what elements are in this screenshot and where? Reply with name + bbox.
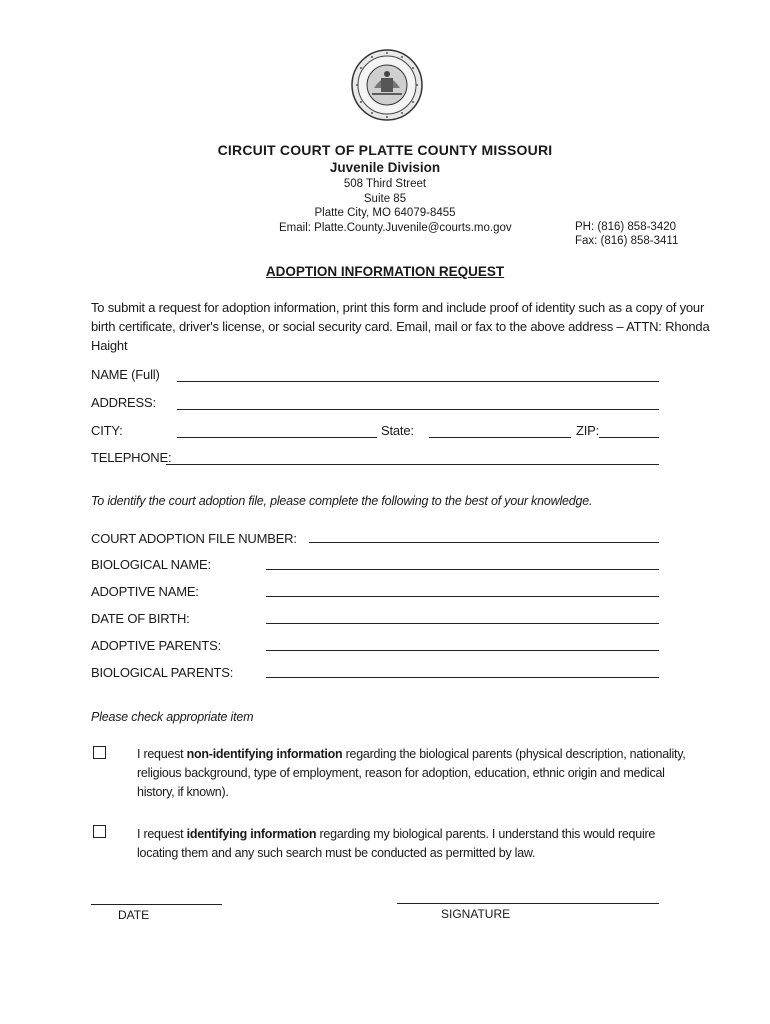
intro-text: To submit a request for adoption information, print this form and include proof of identity such as a copy of your birth certificate, driver's license, or social security card. Email, mail or fax to the above address – ATTN: Rhonda Haight	[91, 300, 710, 353]
court-file-instruction: To identify the court adoption file, please complete the following to the best of your knowledge.	[91, 494, 593, 508]
telephone-line[interactable]	[166, 464, 659, 465]
city-label: CITY:	[91, 423, 123, 438]
court-name: CIRCUIT COURT OF PLATTE COUNTY MISSOURI	[217, 142, 553, 158]
biological-name-line[interactable]	[266, 569, 659, 570]
phone-number: PH: (816) 858-3420	[575, 221, 677, 233]
adoptive-name-label: ADOPTIVE NAME:	[91, 584, 199, 599]
city-line: Platte City, MO 64079-8455	[314, 207, 456, 219]
state-label: State:	[381, 423, 414, 438]
telephone-label: TELEPHONE:	[91, 450, 172, 465]
zip-line[interactable]	[599, 437, 659, 438]
city-line-field[interactable]	[177, 437, 377, 438]
file-number-label: COURT ADOPTION FILE NUMBER:	[91, 531, 297, 546]
adoptive-parents-label: ADOPTIVE PARENTS:	[91, 638, 221, 653]
non-identifying-text: I request non-identifying information regarding the biological parents (physical description, nationality, religious background, type of employment, reason for adoption, education, ethnic origin and medical history, if known).	[137, 747, 686, 799]
signature-label: SIGNATURE	[441, 907, 511, 921]
date-line[interactable]	[91, 904, 222, 905]
biological-name-label: BIOLOGICAL NAME:	[91, 557, 211, 572]
biological-parents-label: BIOLOGICAL PARENTS:	[91, 665, 234, 680]
biological-parents-line[interactable]	[266, 677, 659, 678]
identifying-text: I request identifying information regarding my biological parents. I understand this would require locating them and any such search must be conducted as permitted by law.	[137, 827, 656, 860]
street-address: 508 Third Street	[343, 178, 427, 190]
date-of-birth-label: DATE OF BIRTH:	[91, 611, 190, 626]
state-line[interactable]	[429, 437, 571, 438]
missouri-state-seal-icon	[350, 48, 424, 122]
check-instruction: Please check appropriate item	[91, 710, 254, 724]
identifying-checkbox[interactable]	[93, 825, 106, 838]
address-label: ADDRESS:	[91, 395, 156, 410]
adoptive-parents-line[interactable]	[266, 650, 659, 651]
adoptive-name-line[interactable]	[266, 596, 659, 597]
signature-line[interactable]	[397, 903, 659, 904]
date-label: DATE	[118, 908, 150, 922]
fax-number: Fax: (816) 858-3411	[575, 235, 679, 247]
file-number-line[interactable]	[309, 542, 659, 543]
email-line: Email: Platte.County.Juvenile@courts.mo.gov	[279, 222, 512, 234]
zip-label: ZIP:	[576, 423, 600, 438]
division-name: Juvenile Division	[329, 160, 441, 175]
suite: Suite 85	[363, 193, 407, 205]
form-title: ADOPTION INFORMATION REQUEST	[265, 264, 505, 279]
name-line[interactable]	[177, 381, 659, 382]
name-label: NAME (Full)	[91, 367, 160, 382]
date-of-birth-line[interactable]	[266, 623, 659, 624]
address-line[interactable]	[177, 409, 659, 410]
non-identifying-checkbox[interactable]	[93, 746, 106, 759]
